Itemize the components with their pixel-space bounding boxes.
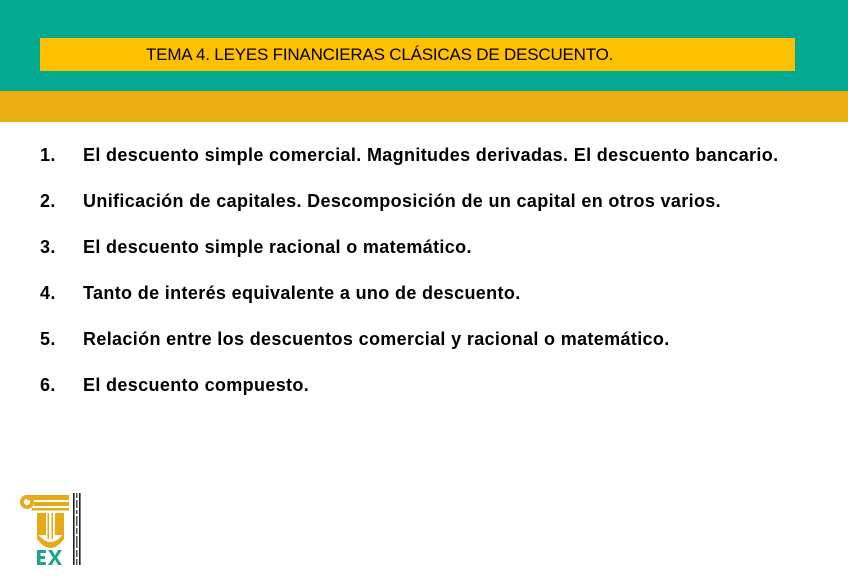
topic-number: 6. <box>40 375 56 395</box>
header-band <box>0 0 848 91</box>
topic-item <box>40 236 800 259</box>
slide-title: TEMA 4. LEYES FINANCIERAS CLÁSICAS DE DESCUENTO. <box>146 44 614 64</box>
logo-ex-letters <box>37 550 62 565</box>
topic-item <box>40 190 800 213</box>
topic-text: El descuento simple comercial. Magnitudes derivadas. El descuento bancario. <box>83 145 779 165</box>
topic-text: Relación entre los descuentos comercial y racional o matemático. <box>83 329 670 349</box>
university-logo <box>18 487 86 567</box>
topic-list <box>40 144 800 420</box>
topic-item <box>40 144 800 167</box>
topic-number: 3. <box>40 237 56 257</box>
topic-number: 5. <box>40 329 56 349</box>
topic-item <box>40 328 800 351</box>
accent-band <box>0 91 848 122</box>
topic-text: Unificación de capitales. Descomposición de un capital en otros varios. <box>83 191 722 211</box>
logo-vertical-text <box>73 493 81 565</box>
logo-u-letter <box>37 513 64 548</box>
title-box <box>40 38 795 71</box>
topic-item <box>40 374 800 397</box>
topic-text: Tanto de interés equivalente a uno de descuento. <box>83 283 521 303</box>
topic-item <box>40 282 800 305</box>
topic-number: 2. <box>40 191 56 211</box>
topic-text: El descuento simple racional o matemático. <box>83 237 472 257</box>
topic-text: El descuento compuesto. <box>83 375 310 395</box>
column-capital-icon <box>20 495 69 511</box>
topic-number: 4. <box>40 283 56 303</box>
topic-number: 1. <box>40 145 56 165</box>
